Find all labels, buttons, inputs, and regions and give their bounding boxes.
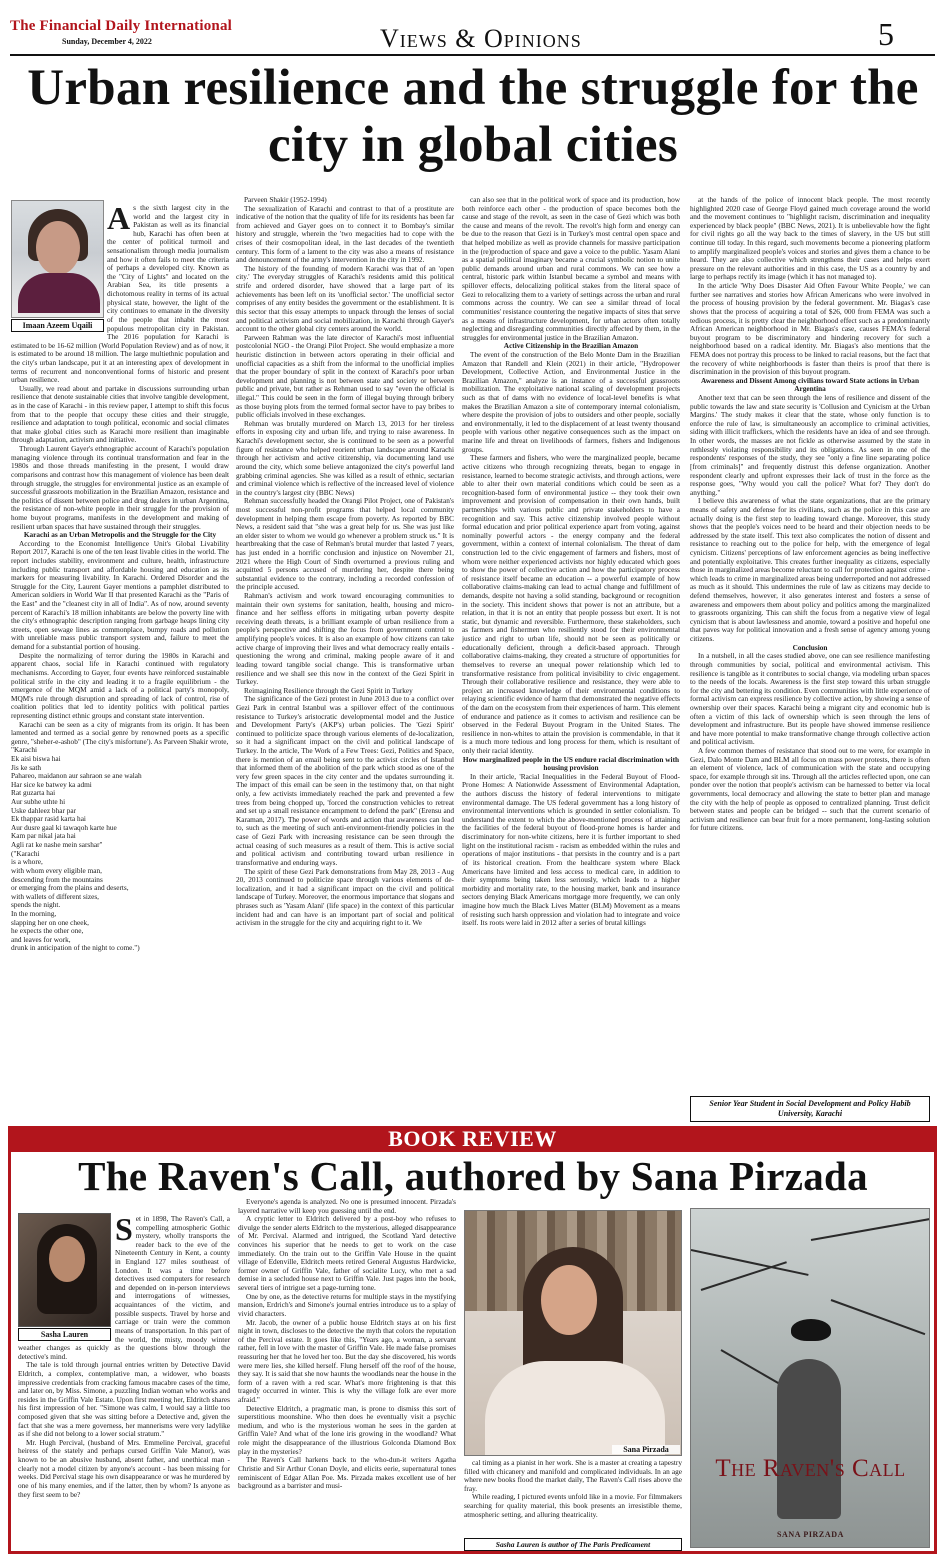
- author-portrait-photo: [464, 1210, 682, 1456]
- review-title: The Raven's Call, authored by Sana Pirzada: [78, 1153, 868, 1199]
- review-byline: Sasha Lauren is author of The Paris Predicament: [464, 1538, 682, 1551]
- review-column-2: [238, 1198, 456, 1550]
- paragraph: The event of the construction of the Belo Monte Dam in the Brazilian Amazon that Randell and Klein (2021) in their article, "Hydropower Development, Collective Action, and Environmental Justice in the Brazilian Amazon," analyze is an instance of a successful grassroots mobilization. The exploitative national scaling of development projects such as that of dams with no evidence of local-level benefits is what makes the Brazilian Amazon a site of contemporary internal colonialism, where despite the provision of jobs to outsiders and other people, socially and environmentally, it led to the displacement of at least twenty thousand people with various other negative consequences such as the impact on marine life and threat on livelihoods of farmers, fishers and Indigenous groups.: [462, 349, 680, 454]
- paragraph: The spirit of these Gezi Park demonstrations from May 28, 2013 - Aug 20, 2013 continued to politicize space through various elements of de-localization, and it had a significant impact on the civil and political landscape of Turkey. Moreover, the enormous importance that slogans and phrases such as 'Yasam Alani' (life space) in the context of this particular incident had and can have is an important part of social and political activism in the struggle for the city and acquiring right to it. We: [236, 866, 454, 928]
- paragraph: In their article, 'Racial Inequalities in the Federal Buyout of Flood-Prone Homes: A Nationwide Assessment of Environmental Adaptation, the authors discuss the history of federal interventions to mitigate environmental damage. The US federal government has a long history of environmental interventions which is grounded in settler colonialism. To understand the extent to which the above-mentioned process of attaining the facilities of the federal buyout of flood-prone homes is harder and discriminatory for non-white citizens, here it is further important to shed light on the institutional racism - racism as embedded within the rules and operations of major institutions - that persists in the country and is a part of its historical creation. From the healthcare system where Black Americans have limited and less access to medical care, in addition to their symptoms being taken less seriously, which leads to a higher morbidity and mortality rate, to the housing market, bank and insurance sectors denying Black Americans mortgage more frequently, we can only imagine how much the Black Lives Matter (BLM) Movement as a means of resisting such harsh oppression and violation had to integrate and voice itself. Its roots were laid in 2012 after a series of brutal killings: [462, 771, 680, 928]
- paragraph: Despite the normalizing of terror during the 1980s in Karachi and apparent chaos, social life in Karachi continued with regulatory mechanisms. According to Gayer, four events have reinforced sustainable political strife in the city and leading it to a fragile equilibrium - the emergence of the MQM amid a lack of a political party's monopoly, MQM's rule through disruption and spreading of lack of control, rise of coalition politics that led to identity politics with political parties representing distinct ethnic groups and constant state intervention.: [11, 650, 229, 720]
- paragraph: drunk in anticipation of the night to come."): [11, 943, 140, 953]
- paragraph: with wallets of different sizes,: [11, 891, 100, 901]
- paper-name: The Financial Daily International: [10, 18, 233, 34]
- review-column-3: [464, 1459, 682, 1537]
- paragraph: The sexualization of Karachi and contrast to that of a prostitute are indicative of the notion that the quality of life for its residents has been far from achieved and Gayer goes on to connect it to Bombay's similar history and struggle, wherein the 'two megacities had to cope with the crises of their cosmopolitan ideal, in the last decades of the twentieth century. This form of a lament to the city was also a means of resistance and denouncement of the army's intervention in the city in 1992.: [236, 203, 454, 265]
- paragraph: The history of the founding of modern Karachi was that of an 'open city.' The everyday struggles of Karachi's residents amid this political strife and ordered disorder, have showed that a large part of its achievements has been left on its 'unofficial sector.' The unofficial sector comprises of any entity besides the government or the establishment. It is this sector that this essay attempts to unpack through the lenses of social and political activism and social mobilization, in Karachi through Gayer's account to the other global city centers around the world.: [236, 263, 454, 334]
- cloaked-figure-icon: [777, 1359, 841, 1519]
- paragraph: Another text that can be seen through the lens of resilience and dissent of the public towards the law and state security is 'Collusion and Cynicism at the Urban Margins.' The study makes it clear that the state, whose only function is to enforce the rule of law, is simultaneously an accomplice to criminal activities, siding with illicit traffickers, which the residents have an idea of and see through. In other words, the masses are not fickle as otherwise assumed by the state in ruthlessly violating responsibility and its obligations. As seen in one of the respondents' responses of the study, they see "only a fine line separating police [from criminals]" and frequently distrust this defense organization. Another respondent clearly and upfront expresses their lack of trust in the force as the response goes, "Why would you call the police? What for? They don't do anything.": [690, 393, 930, 497]
- paragraph-text: et in 1898, The Raven's Call, a compelling atmospheric Gothic mystery, wholly transports the reader back to the eve of the Nineteenth Century in Kent, a county in England 127 miles southeast of London. It was a time before detectives used computers for research and depended on in-person interviews and interrogations of witnesses, acquaintances of the victim, and possible suspects. Travel by horse and carriage or train were the common means of transportation. In this part of the world, the misty, moody winter weather changes as quickly as the questions blow through the detective's mind.: [18, 1215, 230, 1361]
- paragraph: Rat guzarta hai: [11, 788, 56, 798]
- paragraph: Aur dusre gaal ki tawaqoh karte hue: [11, 822, 117, 832]
- paragraph: Kam par nikal jata hai: [11, 831, 76, 841]
- paragraph: The Raven's Call harkens back to the who-dun-it writers Agatha Christie and Sir Arthur Conan Doyle, and elicits eerie, supernatural tones reminiscent of Edgar Allan Poe. Ms. Pirzada makes excellent use of her background as a barrister and musi-: [238, 1455, 456, 1491]
- paragraph: Conclusion: [792, 642, 828, 652]
- paragraph: Pahareo, maidanon aur sahraon se ane walah: [11, 771, 142, 781]
- paragraph: These farmers and fishers, who were the marginalized people, became active citizens who through recognizing threats, began to engage in resistance, learned to become strategic activists, and through actions, were able to alter their own material conditions which could be seen as a recognition-based form of environmental justice -- they took their own improvement and provision of compensation in their own hands, built partnerships with various public and private stakeholders to have a recognition and say. This active citizenship involved people without formal education and prior political experience apart from voting, against nominally powerful actors - the energy company and the federal government, within a context of internal colonialism. The threat of dam construction led to the civic engagement of farmers and fishers, most of whom were neither experienced activists nor highly educated which goes to show the power of collective action and how the participatory process of resistance itself became an education -- a powerful example of how collaborative claims-making can lead to actual change and fulfillment of demands, despite not having a solid standing, background or recognition in the society. This incident shows that power is not an attribute, but a relation, in that it is not an entity that people possess but exert. It is not static, but dynamic and reversible. Furthermore, these stakeholders, such as farmers and fishermen who resiliently stood for their environmental justice and right to urban life, should not be seen as politically or educationally deficient, through a deficit-based approach. Through collaborative claims-making, they created a structure of opportunities for themselves to reverse an unequal power relationship which led to transformative resistance from political invisibility to civic engagement. Through their collaborative resilience and resistance, they were able to project an increased knowledge of their environmental conditions to relaying scientific evidence of harm that demonstrated the negative effects of the dam on the ecosystem from their experiences of harm. This element of endurance and patience as it comes to activism and resilience can be observed in the Federal Buyout Program in the United States. The resilience in non-whites to attain the provision is commendable, in that it is a much more tedious and long process for them, which is resultant of only their racial identity.: [462, 453, 680, 755]
- review-label: BOOK REVIEW: [8, 1126, 937, 1152]
- paragraph: ("Karachi: [11, 848, 40, 858]
- paragraph: Har sice ke batwey ka admi: [11, 779, 92, 789]
- article-column-4: [690, 196, 930, 1092]
- article-column-2: [236, 196, 454, 1118]
- author-caption: Imaan Azeem Uqaili: [11, 319, 104, 332]
- paragraph: with whom every eligible man,: [11, 865, 102, 875]
- article-column-3: [462, 196, 680, 1118]
- book-cover-title: The Raven's Call: [715, 1455, 906, 1482]
- paragraph: slapping her on one cheek,: [11, 917, 90, 927]
- paragraph: The tale is told through journal entries written by Detective David Eldritch, a complex, contemplative man, a widower, who boasts impressive credentials from cracking famous macabre cases of the time, and later on, by Miss. Simone, a puzzling Indian woman who works and resides in the Griffin Vale Estate. Upon first meeting her, Eldritch shares his first impression of her. "Simone was calm, I would say a little too composed given that she was sitting before a Detective and, given the fact that she was a mere governess, her mannerisms were very ladylike as if she did not belong to a lower social stratum.": [18, 1360, 230, 1439]
- paragraph: "Karachi: [11, 745, 38, 755]
- paragraph: Active Citizenship in the Brazilian Amazon: [503, 341, 639, 351]
- masthead: [10, 18, 233, 46]
- paragraph: or emerging from the plains and deserts,: [11, 883, 129, 893]
- paragraph: In a nutshell, in all the cases studied above, one can see resilience manifesting through communities by social, political and environmental activism. This resilience is tangible as it contributes to social change, via modeling urban spaces to the needs of the locals. Awareness is the first step toward this urban struggle for the city and bettering its condition. Even communities with little experience of formal activism can express resilience by collective action, by showing a sense of ownership over their spaces. Karachi being a migrant city and economic hub is often a victim of this lack of ownership which is seen through the lens of development and infrastructure. But its people have showed immense resilience and have more potential to make transformative change through collective action and political activism.: [690, 651, 930, 747]
- paragraph: he expects the other one,: [11, 926, 84, 936]
- paragraph: One by one, as the detective returns for multiple stays in the mystifying mansion, Erdrich's and Simone's journal entries introduce us to a splay of vivid characters.: [238, 1291, 456, 1318]
- paragraph: Ek thappar rasid karta hai: [11, 814, 86, 824]
- article-column-1: [11, 204, 229, 1118]
- paragraph: Parveen Shakir (1952-1994): [244, 196, 327, 204]
- paragraph: Uske dahleez bhar par: [11, 805, 77, 815]
- paragraph: can also see that in the political work of space and its production, how both reinforce each other - the production of space becomes both the cause and stage of the revolt, as seen in the case of Gezi which was both the cause and means of the revolt. The revolt's high form and energy can be due to the reason that Gezi is in Turkey's most central open space and that helped mobilize as well as provide channels for massive participation in the (re)production of space and gave a voice to the public. Yasam Alani as a spatial political imaginary became a crucial symbolic notion to unite public demands around urban and rural commons. We can see how a central, historic park within Istanbul became a symbol and means with spillover effects, delocalizing political stakes from the literal space of Gezi to relocalizing them to a variety of settings across the urban and rural commons across the country. We can see a similar thread of local communities' resistance countering the negative impacts of sites that serve as a means of infrastructure development, for urban actors often totally neglecting and disregarding communities directly affected by them, in the struggles for environmental justice in the Brazilian Amazon.: [462, 196, 680, 342]
- paragraph: Rehman successfully headed the Orangi Pilot Project, one of Pakistan's most successful non-profit programs that helped local community development in helping them escape from poverty. As reported by BBC News, a resident said that "she was a great help for us. She was just like an elder sister to whom we would go whenever a problem struck us." It is heartbreaking that the case of Rehman's brutal murder that lasted 7 years, has just ended in a horrific conclusion and injustice on November 21, 2021 where the High Court of Sindh overturned a previous ruling and acquitted 5 persons accused of murdering her, despite there being substantial evidence to the contrary, including a recorded confession of the principle accused.: [236, 496, 454, 592]
- paragraph: I believe this awareness of what the state organizations, that are the primary means of safety and defense for its civilians, such as the police in this case are actually doing is the first step to leading toward change. Moreover, this study shows that the people's voices need to be heard and their objection needs to be addressed by the state itself. This text also complicates the notion of dissent and resistance to reaching out to the police for help, with the emergence of legal cynicism. Citizens' perceptions of law enforcement agencies as being ineffective and potentially exploitative. This creates further inequality as citizens, especially those in marginalized areas become reluctant to call for protection against crime - which leads to crime in marginalized areas being underreported and not addressed as much as it should. This undermines the rule of law as citizens may decide to defend themselves, however, it also generates interest and fosters a sense of awareness and empowers them about policy and politics among the marginalized to grassroots organizing. This can shift the focus from a negative view of legal cynicism that is about lawlessness and anomie, toward a positive and hopeful one that paves way for political innovation and a fresh sense of agency among young citizens.: [690, 496, 930, 644]
- paragraph: The significance of the Gezi protest in June 2013 due to a conflict over Gezi Park in central Istanbul was a spillover effect of the continuous resistance to Turkey's aristocratic developmental model and the Justice and Development Party's (AKP's) urban policies. The 'Gezi Spirit' continued to politicize space through various elements of de-localization, so it had a significant impact on the civil and political landscape of Turkey. In the article, The Work of a Few Trees: Gezi, Politics and Space, there is mention of an email being sent to the activist circles of Istanbul that informed them of the abolition of the park which stood as one of the very few green spaces in the city center and the updates surrounding it. The impact of this email can be seen in the testimony that, on that night only, a few activists immediately reached the park and prevented a few trees from being chopped up, 'forced the construction vehicles to retreat and set up a small resistance encampment to defend the park'' (Erensu and Karaman, 2017). The power of words and action that awareness can lead to, such as the meeting of such anti-environment-friendly policies in the case of Gezi Park with increasing resistance can be seen through the actual ceasing of such measures as a result of them. This is active social and political activism and contributing toward urban resilience in transformative and enduring ways.: [236, 694, 454, 867]
- paragraph: cal timing as a pianist in her work. She is a master at creating a tapestry filled with chicanery and manifold and complicated individuals. In an age where new books flood the market daily, The Raven's Call rises above the fray.: [464, 1459, 682, 1493]
- paragraph: Through Laurent Gayer's ethnographic account of Karachi's population managing violence through its continual transformation and fear in the 1980s and those threads manifesting in the present, I would draw comparisons and contrast how this management of violence has been dealt through struggle, the struggles for environmental justice as an example of successful grassroots mobilization in the Brazilian Amazon, resistance and the politics of dissent between police and drug dealers in urban Argentina, the resistance of non-white people in their struggle for the provision of home buyout programs, manifests in the development and making of resilient urban spaces that have sustained through their struggles.: [11, 444, 229, 531]
- section-heading: Views & Opinions: [380, 24, 582, 53]
- book-cover-author: SANA PIRZADA: [777, 1530, 844, 1539]
- paragraph: According to the Economist Intelligence Unit's Global Livability Report 2017, Karachi is one of the ten least livable cities in the world. The report includes stability, environment and culture, health, infrastructure including public transport and affordable housing and education as its markers for measuring livability. In Karachi. Ordered Disorder and the Struggle for the City, Laurent Gayer mentions a pamphlet distributed to American soldiers in World War II that presented Karachi as the "Paris of the East" and the "cleanest city in all of India". As of now, around seventy percent of Karachi's 18 million inhabitants are below the poverty line with the city's ethnographic description ranging from garbage heaps lining city streets, open sewage lines as commonplace, bumpy roads and pollution with unreliable mass public transport system and, failure to meet the demand for a substantial portion of housing.: [11, 538, 229, 652]
- paragraph: Parween Rahman was the late director of Karachi's most influential postcolonial NGO - the Orangi Pilot Project. She would emphasize a more heuristic distinction in between actors operating in their official and unofficial capacities as a shift from the informal to the unofficial implies that the proper boundary of split in the context of Karachi's poor urban development and planning is not between state and society or between public and private, but rather as Rehman used to say "even the official is illegal." This could be seen in the form of illegal buying through bribery as those buying plots from the termed formal sector have to pay bribes to public officials involved in these exchanges.: [236, 332, 454, 420]
- photo-spacer: [11, 204, 107, 338]
- paragraph: A few common themes of resistance that stood out to me were, for example in Gezi, Dalo Monte Dam and BLM all focus on mass power protests, there is often an element of violence, lack of communication with the state and occupying space, for example through sit ins. Through all the articles reflected upon, one can ponder over the notion that people's activism can be harnessed to better via local governments, local democracy and allowing the state to better plan and manage the city with the help of people as opposed to centralized planning. Trust deficit between states and people can be bridged -- such that the current scenario of activism and resilience can bear fruit for a more permanent, long-lasting solution for future citizens.: [690, 746, 930, 833]
- reviewer-caption: Sasha Lauren: [18, 1328, 111, 1341]
- paragraph: is a whore,: [11, 857, 43, 867]
- paragraph: Detective Eldritch, a pragmatic man, is prone to dismiss this sort of superstitious moonshine. Who then does he eventually visit a psychic medium, and who is the mysterious woman he sees in the garden at Griffin Vale? And what of the lone iris growing in the woodland? What role might the disappearance of the illustrious Golconda Diamond Box play in the mysteries?: [238, 1403, 456, 1456]
- paragraph: Everyone's agenda is analyzed. No one is presumed innocent. Pirzada's layered narrative will keep you guessing until the end.: [238, 1198, 456, 1215]
- raven-icon: [791, 1319, 831, 1341]
- paragraph: descending from the mountains: [11, 874, 103, 884]
- issue-date: Sunday, December 4, 2022: [62, 37, 152, 46]
- paragraph: Karachi as an Urban Metropolis and the Struggle for the City: [23, 530, 217, 540]
- paragraph: Ek aisi biswa hai: [11, 754, 61, 763]
- paragraph: In the article 'Why Does Disaster Aid Often Favour White People,' we can further see narratives and stories how African Americans who were involved in the process of housing provision by the federal government. Mr. Biagas's case shows that the process of acquiring a total of $26, 000 from FEMA was such a tedious process, it is pretty clear the neighborhood effect such as a predominantly African American neighborhood in Mr. Biagas's case, causes FEMA's federal buyout program to be discriminatory and hindering recovery for such a neighborhood based on a radical identity. Mr. Biagas's also mentions that the FEMA does not portray this process to be linked to racial reasons, but the fact that the recovery of white neighborhoods is faster than theirs is proof that there is discrimination in the provision of this buyout program.: [690, 281, 930, 377]
- drop-cap: A: [107, 204, 131, 236]
- book-cover-image: [690, 1208, 930, 1548]
- paragraph: Rehman was brutally murdered on March 13, 2013 for her tireless efforts in exposing city and urban life, and trying to raise awareness. In Karachi's development sector, she is continued to be seen as a powerful figure of resistance who helped reorient urban landscape around Karachi through her activism and active citizenship, via documenting land use around the city, which some believe antagonized the city's powerful land grabbing criminal agencies. She was killed as a result of ethnic, sectarian and criminal violence which is reflective of the increased level of violence in the country's largest city (BBC News): [236, 418, 454, 497]
- article-headline: Urban resilience and the struggle for the city in global cities: [27, 60, 919, 173]
- photo-spacer: [18, 1215, 115, 1341]
- page-number: 5: [878, 16, 894, 52]
- paragraph: Agli rat ke nashe mein sarshar": [11, 840, 103, 850]
- paragraph: spends the night.: [11, 900, 61, 910]
- paragraph: Awareness and Dissent Among civilians toward State actions in Urban Argentina: [700, 375, 920, 394]
- paragraph: Reimagining Resilience through the Gezi Spirit in Turkey: [244, 685, 413, 695]
- article-byline: Senior Year Student in Social Development and Policy Habib University, Karachi: [690, 1096, 930, 1122]
- paragraph-text: s the sixth largest city in the world and the largest city in Pakistan as well as its financial hub, Karachi has often been at the center of political turmoil and sensationalism through media journalism and how it often fails to meet the criteria of perhaps a developed city. Known as the "City of Lights" and located on the Arabian Sea, its title presents a dichotomous reality in terms of its actual physical state, however, the light of the city continues to emanate in the diversity of the people that inhabit the most populous metropolitan city in Pakistan. The 2016 population for Karachi is estimated to be 16-62 million (World Population Review) and as of now, it is estimated to be around 18 million. The large multiethnic population and the city's urban landscape, put it at an interesting apex of development in terms of recurrent and nonconventional forms of historic and present urban resilience.: [11, 204, 229, 385]
- author-portrait-caption: Sana Pirzada: [612, 1445, 680, 1454]
- paragraph: at the hands of the police of innocent black people. The most recently highlighted 2020 case of George Floyd gained much coverage around the world and the movement continues to "highlight racism, discrimination and inequality experienced by black people" (BBC News, 2021). It is unbelievable how the fight for civil rights go all the way back to the times of slavery, in the US but still continue till today. In this regard, such movements become a pioneering platform to amplify marginalized people's voices and stories and gives them a chance to be heard. They are also collective which strengthens their cases and helps exert pressure on the relevant authorities and in this case, the US as a country by and large to perhaps rectify its image (which it has not managed to).: [690, 196, 930, 282]
- paragraph: Rahman's activism and work toward encouraging communities to maintain their own systems for sanitation, health, housing and micro-finance and her selfless efforts in mitigating urban poverty despite receiving death threats, is a brilliant example of urban resilience from a people's perspective and shifting the focus from government control to amplifying people's voices. It is also an example of how citizens can take active charge of improving their lives and what democracy really entails - questioning the wrong and criminal, making people aware of it and leading toward tangible social change. This is transformative urban resilience and we shall see this now in the context of the Gezi Spirit in Turkey.: [236, 591, 454, 687]
- paragraph: and leaves for work,: [11, 934, 71, 944]
- paragraph: How marginalized people in the US endure racial discrimination with housing provision: [462, 754, 680, 773]
- paragraph: Usually, we read about and partake in discussions surrounding urban resilience that denote sustainable cities that involve tangible development, as in the case of Karachi - in this review paper, I attempt to shift this focus from that to the people that occupy these cities and their struggle, resilience and adaptation to tough political, economic and social climates that make global cities such as Karachi more resilient than imaginable through adaptation, activism and initiative.: [11, 383, 229, 445]
- paragraph: In the morning,: [11, 908, 57, 918]
- drop-cap: S: [115, 1215, 133, 1247]
- review-column-1: [18, 1215, 230, 1549]
- paragraph: Karachi can be seen as a city of migrants from its origin. It has been lamented and termed as a social genre by renowned poets as a specific genre, "sheher-e-ashob" (The city's misfortune'). As Parveen Shakir wrote,: [11, 719, 229, 746]
- paragraph: Mr. Jacob, the owner of a public house Eldritch stays at on his first night in town, discloses to the detective the myth that colors the reputation of the Percival estate. It goes like this, "Years ago, a woman, a servant rather, fell in love with the master of Griffin Vale. He made false promises reassuring her that he loved her too. But the day she discovered, his words were mere lies, she killed herself. Flung herself off the roof of the house, they say. It is said that she now haunts the woodlands near the house in the form of a raven with a red scar. What's more frightening is that this tragedy occurred in winter. This is why the village folk are ever more afraid.": [238, 1317, 456, 1405]
- paragraph: Jis ke sath: [11, 762, 41, 772]
- paragraph: While reading, I pictured events unfold like in a movie. For filmmakers searching for quality material, this book presents an irresistible theme, atmospheric setting, and alluring theatricality.: [464, 1492, 682, 1519]
- paragraph: A cryptic letter to Eldritch delivered by a post-boy who refuses to divulge the sender alerts Eldritch to the mysterious, alleged disappearance of Mr. Percival. Alarmed and intrigued, the Scotland Yard detective convinces his superior that he needs to get to work on the case immediately. On the train out to the Griffin Vale House in the quaint village of Edenville, Eldritch meets retired General Augustus Hardwicke, former owner of Griffin Vale, father of socialite Lucy, who met a sad demise in a secluded house next to Griffin Vale. Just pages into the book, several tiers of intrigue set a page-turning tone.: [238, 1214, 456, 1293]
- header-rule: [10, 54, 935, 56]
- paragraph: Aur subhe uthte hi: [11, 797, 66, 807]
- paragraph: Mr. Hugh Percival, (husband of Mrs. Emmeline Percival, graceful heiress of the stately and perhaps cursed Griffin Vale Manor), was known to be an abusive husband, absent father, and unethical man - clearly not a model citizen by anyone's account - has been missing for weeks. Did Percival stage his own disappearance or was he murdered by one of his many enemies, and if the latter, then by whom? Is anyone as they first seem to be?: [18, 1437, 230, 1499]
